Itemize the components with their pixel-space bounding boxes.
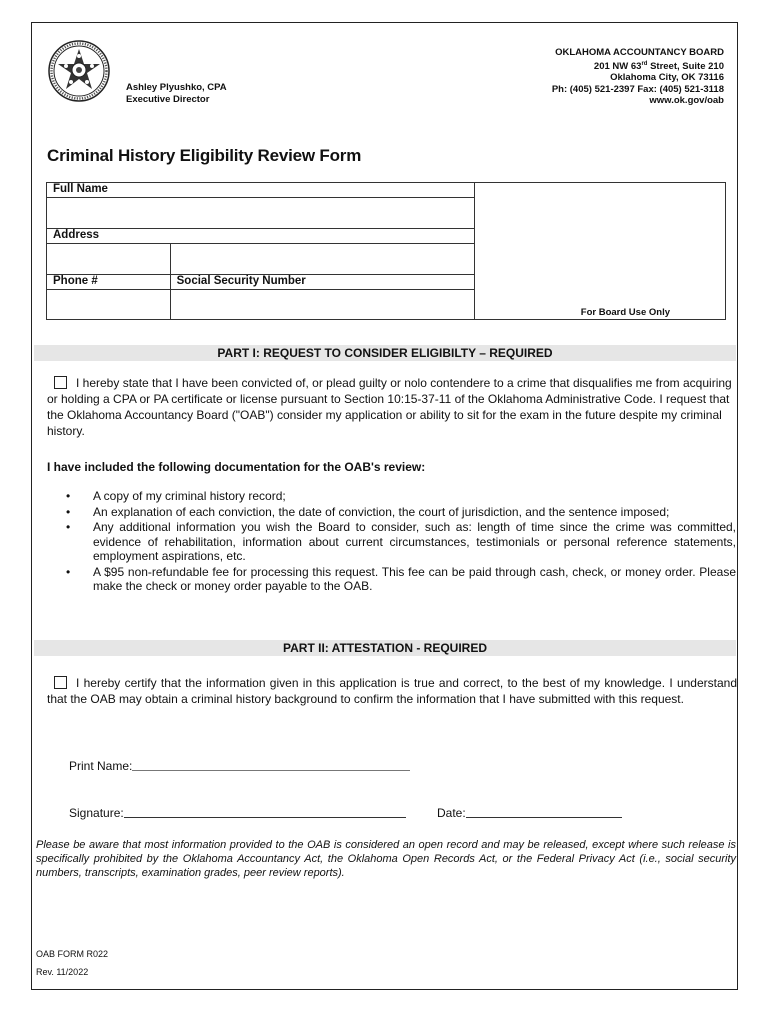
part2-checkbox[interactable] [54, 676, 67, 689]
applicant-info-table [46, 182, 726, 320]
part2-heading: PART II: ATTESTATION - REQUIRED [34, 640, 736, 656]
print-name-row [69, 757, 410, 773]
docs-item: • An explanation of each conviction, the date of conviction, the court of jurisdiction, and the sentence imposed; [66, 505, 736, 520]
ssn-label: Social Security Number [170, 275, 474, 290]
date-line[interactable] [466, 804, 622, 818]
board-city: Oklahoma City, OK 73116 [610, 72, 724, 84]
docs-heading: I have included the following documentation for the OAB's review: [47, 460, 426, 474]
ssn-field[interactable] [170, 290, 474, 320]
board-phone-fax: Ph: (405) 521-2397 Fax: (405) 521-3118 [551, 83, 724, 95]
board-street: 201 NW 63rd Street, Suite 210 [593, 60, 724, 72]
form-revision: Rev. 11/2022 [36, 967, 89, 977]
signature-line[interactable] [124, 804, 406, 818]
print-name-line[interactable] [132, 757, 410, 771]
phone-field[interactable] [47, 290, 171, 320]
full-name-field[interactable] [47, 198, 475, 229]
phone-label: Phone # [47, 275, 171, 290]
docs-item: • Any additional information you wish the Board to consider, such as: length of time since the crime was committed, evidence of rehabilitation, information about current circumstances, testimonials or personal reference statements, employment aspirations, etc. [66, 520, 736, 564]
board-website: www.ok.gov/oab [649, 95, 724, 107]
form-title: Criminal History Eligibility Review Form [47, 146, 362, 165]
docs-item: • A $95 non-refundable fee for processing this request. This fee can be paid through cash, check, or money order. Please make the check or money order payable to the OAB. [66, 565, 736, 594]
board-address-block [552, 47, 724, 107]
full-name-label: Full Name [47, 183, 475, 198]
director-title: Executive Director [126, 94, 210, 105]
state-seal-icon [48, 40, 110, 102]
part1-checkbox[interactable] [54, 376, 67, 389]
open-records-notice: Please be aware that most information provided to the OAB is considered an open record and may be released, except where such release is specifically prohibited by the Oklahoma Accountancy Act, the Oklahoma Open Records Act, or the Federal Privacy Act (i.e., social security numbers, transcripts, examination grades, peer review reports). [36, 839, 736, 879]
director-block [126, 82, 227, 106]
director-name: Ashley Plyushko, CPA [126, 82, 227, 93]
board-name: OKLAHOMA ACCOUNTANCY BOARD [555, 47, 724, 58]
date-label: Date: [437, 806, 466, 820]
docs-list [66, 489, 736, 595]
part1-statement [47, 375, 737, 439]
docs-item: • A copy of my criminal history record; [66, 489, 736, 504]
board-use-box: For Board Use Only [475, 183, 726, 320]
signature-row [69, 804, 406, 820]
form-number: OAB FORM R022 [36, 949, 109, 959]
part1-heading: PART I: REQUEST TO CONSIDER ELIGIBILTY – REQUIRED [34, 345, 736, 361]
date-row [437, 804, 622, 820]
address-label: Address [47, 229, 475, 244]
part2-statement-text: I hereby certify that the information given in this application is true and correct, to the best of my knowledge. I understand that the OAB may obtain a criminal history background to confirm the information that I have submitted with this request. [47, 676, 737, 706]
part2-statement [47, 675, 737, 707]
address-field-left[interactable] [47, 244, 171, 275]
signature-label: Signature: [69, 806, 124, 820]
address-field-right[interactable] [170, 244, 474, 275]
part1-statement-text: I hereby state that I have been convicted of, or plead guilty or nolo contendere to a crime that disqualifies me from acquiring or holding a CPA or PA certificate or license pursuant to Section 10:15-37-11 of the Oklahoma Administrative Code. I request that the Oklahoma Accountancy Board ("OAB") consider my application or ability to sit for the exam in the future despite my criminal history. [47, 376, 732, 438]
print-name-label: Print Name: [69, 759, 133, 773]
